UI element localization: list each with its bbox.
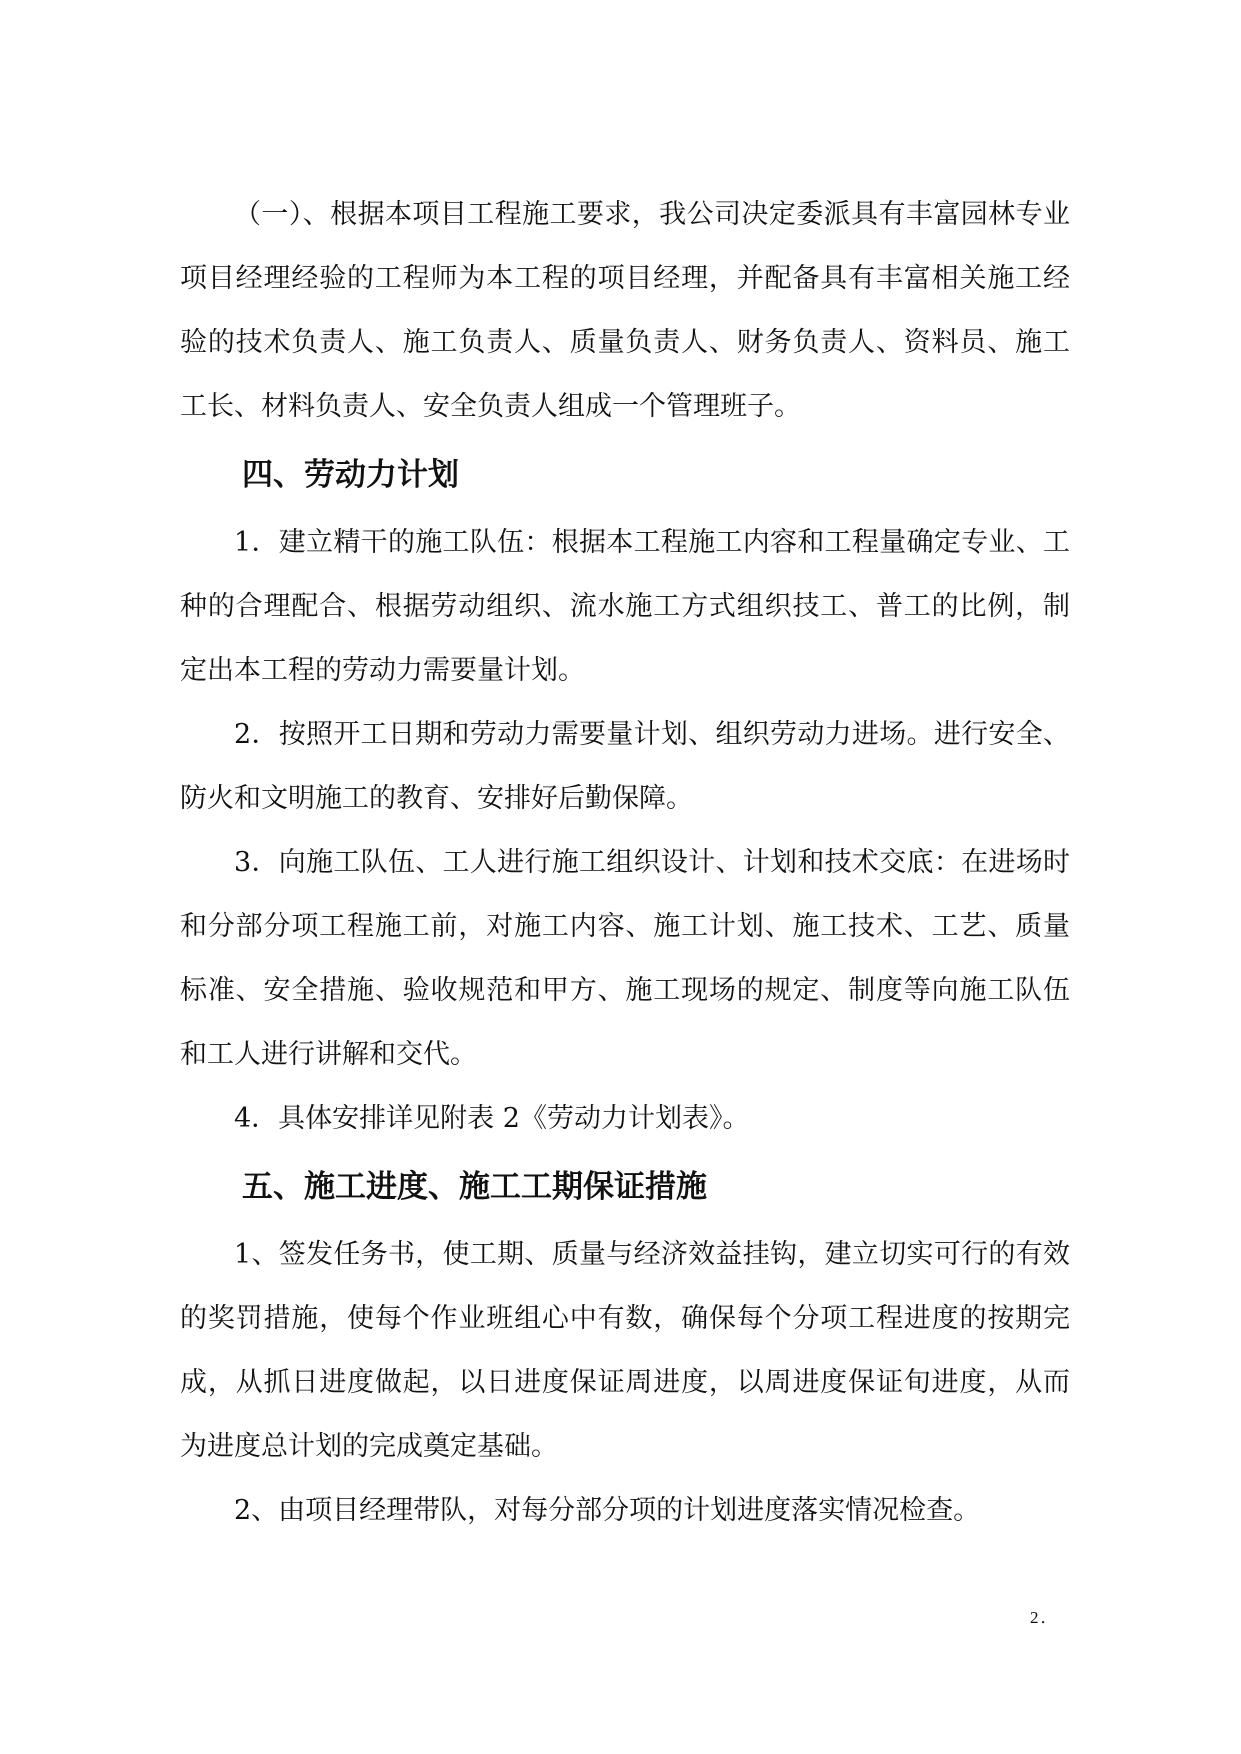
paragraph-schedule-item-2: 2、由项目经理带队，对每分部分项的计划进度落实情况检查。 <box>234 1495 981 1526</box>
section-heading-schedule-measures: 五、施工进度、施工工期保证措施 <box>242 1169 707 1205</box>
paragraph-labor-item-3: 3．向施工队伍、工人进行施工组织设计、计划和技术交底：在进场时和分部分项工程施工前，对施工内容、施工计划、施工技术、工艺、质量标准、安全措施、验收规范和甲方、施工现场的规定、制度等向施工队伍和工人进行讲解和交代。 <box>180 847 1070 1070</box>
paragraph-labor-item-1: 1．建立精干的施工队伍：根据本工程施工内容和工程量确定专业、工种的合理配合、根据劳动组织、流水施工方式组织技工、普工的比例，制定出本工程的劳动力需要量计划。 <box>180 527 1070 686</box>
document-body <box>180 183 1070 1543</box>
paragraph-labor-item-4: 4．具体安排详见附表 2《劳动力计划表》。 <box>234 1103 750 1134</box>
section-heading-labor-plan: 四、劳动力计划 <box>242 457 459 493</box>
paragraph-management-team: （一）、根据本项目工程施工要求，我公司决定委派具有丰富园林专业项目经理经验的工程师为本工程的项目经理，并配备具有丰富相关施工经验的技术负责人、施工负责人、质量负责人、财务负责人、资料员、施工工长、材料负责人、安全负责人组成一个管理班子。 <box>180 199 1070 422</box>
page-number: 2． <box>1030 1608 1060 1627</box>
paragraph-schedule-item-1: 1、签发任务书，使工期、质量与经济效益挂钩，建立切实可行的有效的奖罚措施，使每个作业班组心中有数，确保每个分项工程进度的按期完成，从抓日进度做起，以日进度保证周进度，以周进度保证旬进度，从而为进度总计划的完成奠定基础。 <box>180 1239 1070 1462</box>
paragraph-labor-item-2: 2．按照开工日期和劳动力需要量计划、组织劳动力进场。进行安全、防火和文明施工的教育、安排好后勤保障。 <box>180 719 1070 814</box>
